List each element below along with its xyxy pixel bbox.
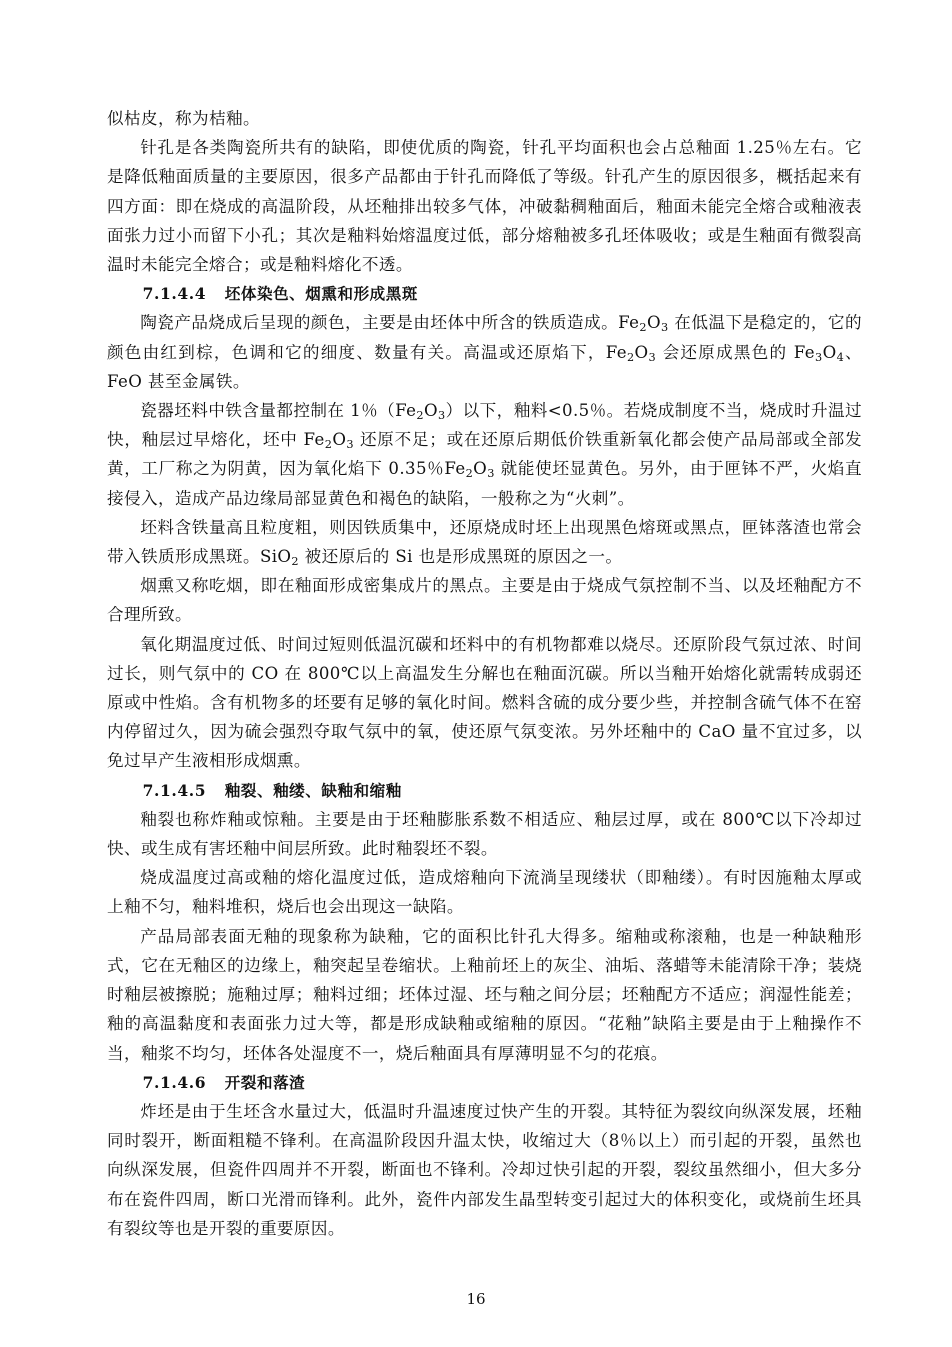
paragraph-text: 还原不足；或在还原后期低价铁重新氧化都会使产品局部或全部发黄，工厂称之为阴黄，因为氧化焰下 0.35％Fe xyxy=(107,430,862,479)
paragraph-text: O xyxy=(822,342,837,362)
body-paragraph xyxy=(107,513,862,571)
subscript: 2 xyxy=(291,555,299,569)
section-title: 坯体染色、烟熏和形成黑斑 xyxy=(224,284,418,304)
body-paragraph xyxy=(107,396,862,513)
paragraph-text: 被还原后的 Si 也是形成黑斑的原因之一。 xyxy=(299,547,623,567)
paragraph-text: 氧化期温度过低、时间过短则低温沉碳和坯料中的有机物都难以烧尽。还原阶段气氛过浓、时间过长，则气氛中的 CO 在 800℃以上高温发生分解也在釉面沉碳。所以当釉开始熔化就需转成弱还原或中性焰。含有机物多的坯要有足够的氧化时间。燃料含硫的成分要少些，并控制含硫气体不在窑内停留过久，因为硫会强烈夺取气氛中的氧，使还原气氛变浓。另外坯釉中的 CaO 量不宜过多，以免过早产生液相形成烟熏。 xyxy=(107,634,862,771)
body-paragraph xyxy=(107,805,862,863)
section-heading xyxy=(107,776,862,805)
subscript: 2 xyxy=(416,409,424,423)
paragraph-text: ）以下，釉料<0.5％。若烧成制度不当，烧成时升温过快，釉层过早熔化，坯中 Fe xyxy=(107,401,862,450)
paragraph-text: 就能使坯显黄色。另外，由于匣钵不严，火焰直接侵入，造成产品边缘局部显黄色和褐色的缺陷，一般称之为“火刺”。 xyxy=(107,459,862,508)
paragraph-text: 会还原成黑色的 Fe xyxy=(656,342,815,362)
subscript: 2 xyxy=(465,467,474,481)
body-paragraph xyxy=(107,922,862,1068)
paragraph-text: 釉裂也称炸釉或惊釉。主要是由于坯釉膨胀系数不相适应、釉层过厚，或在 800℃以下冷却过快、或生成有害坯釉中间层所致。此时釉裂坯不裂。 xyxy=(107,809,862,859)
paragraph-text: 似枯皮，称为桔釉。 xyxy=(107,109,260,128)
body-paragraph xyxy=(107,571,862,629)
paragraph-text: 产品局部表面无釉的现象称为缺釉，它的面积比针孔大得多。缩釉或称滚釉，也是一种缺釉形式，它在无釉区的边缘上，釉突起呈卷缩状。上釉前坯上的灰尘、油垢、落蜡等未能清除干净；装烧时釉层被擦脱；施釉过厚；釉料过细；坯体过湿、坯与釉之间分层；坯釉配方不适应；润湿性能差；釉的高温黏度和表面张力过大等，都是形成缺釉或缩釉的原因。“花釉”缺陷主要是由于上釉操作不当，釉浆不均匀，坯体各处湿度不一，烧后釉面具有厚薄明显不匀的花痕。 xyxy=(107,926,862,1063)
subscript: 3 xyxy=(660,321,669,335)
section-number: 7.1.4.4 xyxy=(142,284,207,304)
subscript: 4 xyxy=(836,350,845,364)
body-paragraph xyxy=(107,133,862,279)
section-title: 开裂和落渣 xyxy=(224,1072,306,1092)
subscript: 3 xyxy=(648,350,657,364)
body-paragraph xyxy=(107,104,862,133)
subscript: 3 xyxy=(346,438,354,452)
page-number: 16 xyxy=(466,1290,486,1308)
paragraph-text: 针孔是各类陶瓷所共有的缺陷，即使优质的陶瓷，针孔平均面积也会占总釉面 1.25％左右。它是降低釉面质量的主要原因，很多产品都由于针孔而降低了等级。针孔产生的原因很多，概括起来有四方面：即在烧成的高温阶段，从坯釉排出较多气体，冲破黏稠釉面后，釉面未能完全熔合或釉液表面张力过小而留下小孔；其次是釉料始熔温度过低，部分熔釉被多孔坯体吸收；或是生釉面有微裂高温时未能完全熔合；或是釉料熔化不透。 xyxy=(107,138,862,275)
section-heading xyxy=(107,1068,862,1097)
paragraph-text: 在低温下是稳定的，它的颜色由红到棕，色调和它的细度、数量有关。高温或还原焰下，Fe xyxy=(107,313,862,362)
paragraph-text: 炸坯是由于生坯含水量过大，低温时升温速度过快产生的开裂。其特征为裂纹向纵深发展，坯釉同时裂开，断面粗糙不锋利。在高温阶段因升温太快，收缩过大（8％以上）而引起的开裂，虽然也向纵深发展，但瓷件四周并不开裂，断面也不锋利。冷却过快引起的开裂，裂纹虽然细小，但大多分布在瓷件四周，断口光滑而锋利。此外，瓷件内部发生晶型转变引起过大的体积变化，或烧前生坯具有裂纹等也是开裂的重要原因。 xyxy=(107,1101,862,1238)
paragraph-text: 瓷器坯料中铁含量都控制在 1％（Fe xyxy=(140,401,417,421)
section-number: 7.1.4.5 xyxy=(142,780,207,800)
paragraph-text: 烧成温度过高或釉的熔化温度过低，造成熔釉向下流淌呈现缕状（即釉缕）。有时因施釉太厚或上釉不匀，釉料堆积，烧后也会出现这一缺陷。 xyxy=(107,868,862,917)
paragraph-text: 陶瓷产品烧成后呈现的颜色，主要是由坯体中所含的铁质造成。Fe xyxy=(140,313,640,333)
subscript: 3 xyxy=(487,467,495,481)
subscript: 2 xyxy=(324,438,333,452)
paragraph-text: O xyxy=(332,430,347,450)
paragraph-text: O xyxy=(473,459,488,479)
body-paragraph xyxy=(107,1097,862,1243)
section-number: 7.1.4.6 xyxy=(142,1072,207,1092)
body-paragraph xyxy=(107,863,862,921)
section-heading xyxy=(107,279,862,308)
paragraph-text: O xyxy=(423,401,438,421)
body-paragraph xyxy=(107,630,862,776)
subscript: 2 xyxy=(626,350,635,364)
subscript: 3 xyxy=(815,350,823,364)
paragraph-text: 坯料含铁量高且粒度粗，则因铁质集中，还原烧成时坯上出现黑色熔斑或黑点，匣钵落渣也常会带入铁质形成黑斑。SiO xyxy=(107,517,862,567)
paragraph-text: O xyxy=(634,342,649,362)
section-title: 釉裂、釉缕、缺釉和缩釉 xyxy=(224,780,402,800)
page-body xyxy=(107,104,862,1243)
subscript: 3 xyxy=(438,409,446,423)
paragraph-text: 烟熏又称吃烟，即在釉面形成密集成片的黑点。主要是由于烧成气氛控制不当、以及坯釉配方不合理所致。 xyxy=(107,576,862,625)
paragraph-text: O xyxy=(646,313,661,333)
paragraph-text: 、FeO 甚至金属铁。 xyxy=(107,342,862,391)
subscript: 2 xyxy=(639,321,647,335)
body-paragraph xyxy=(107,308,862,396)
